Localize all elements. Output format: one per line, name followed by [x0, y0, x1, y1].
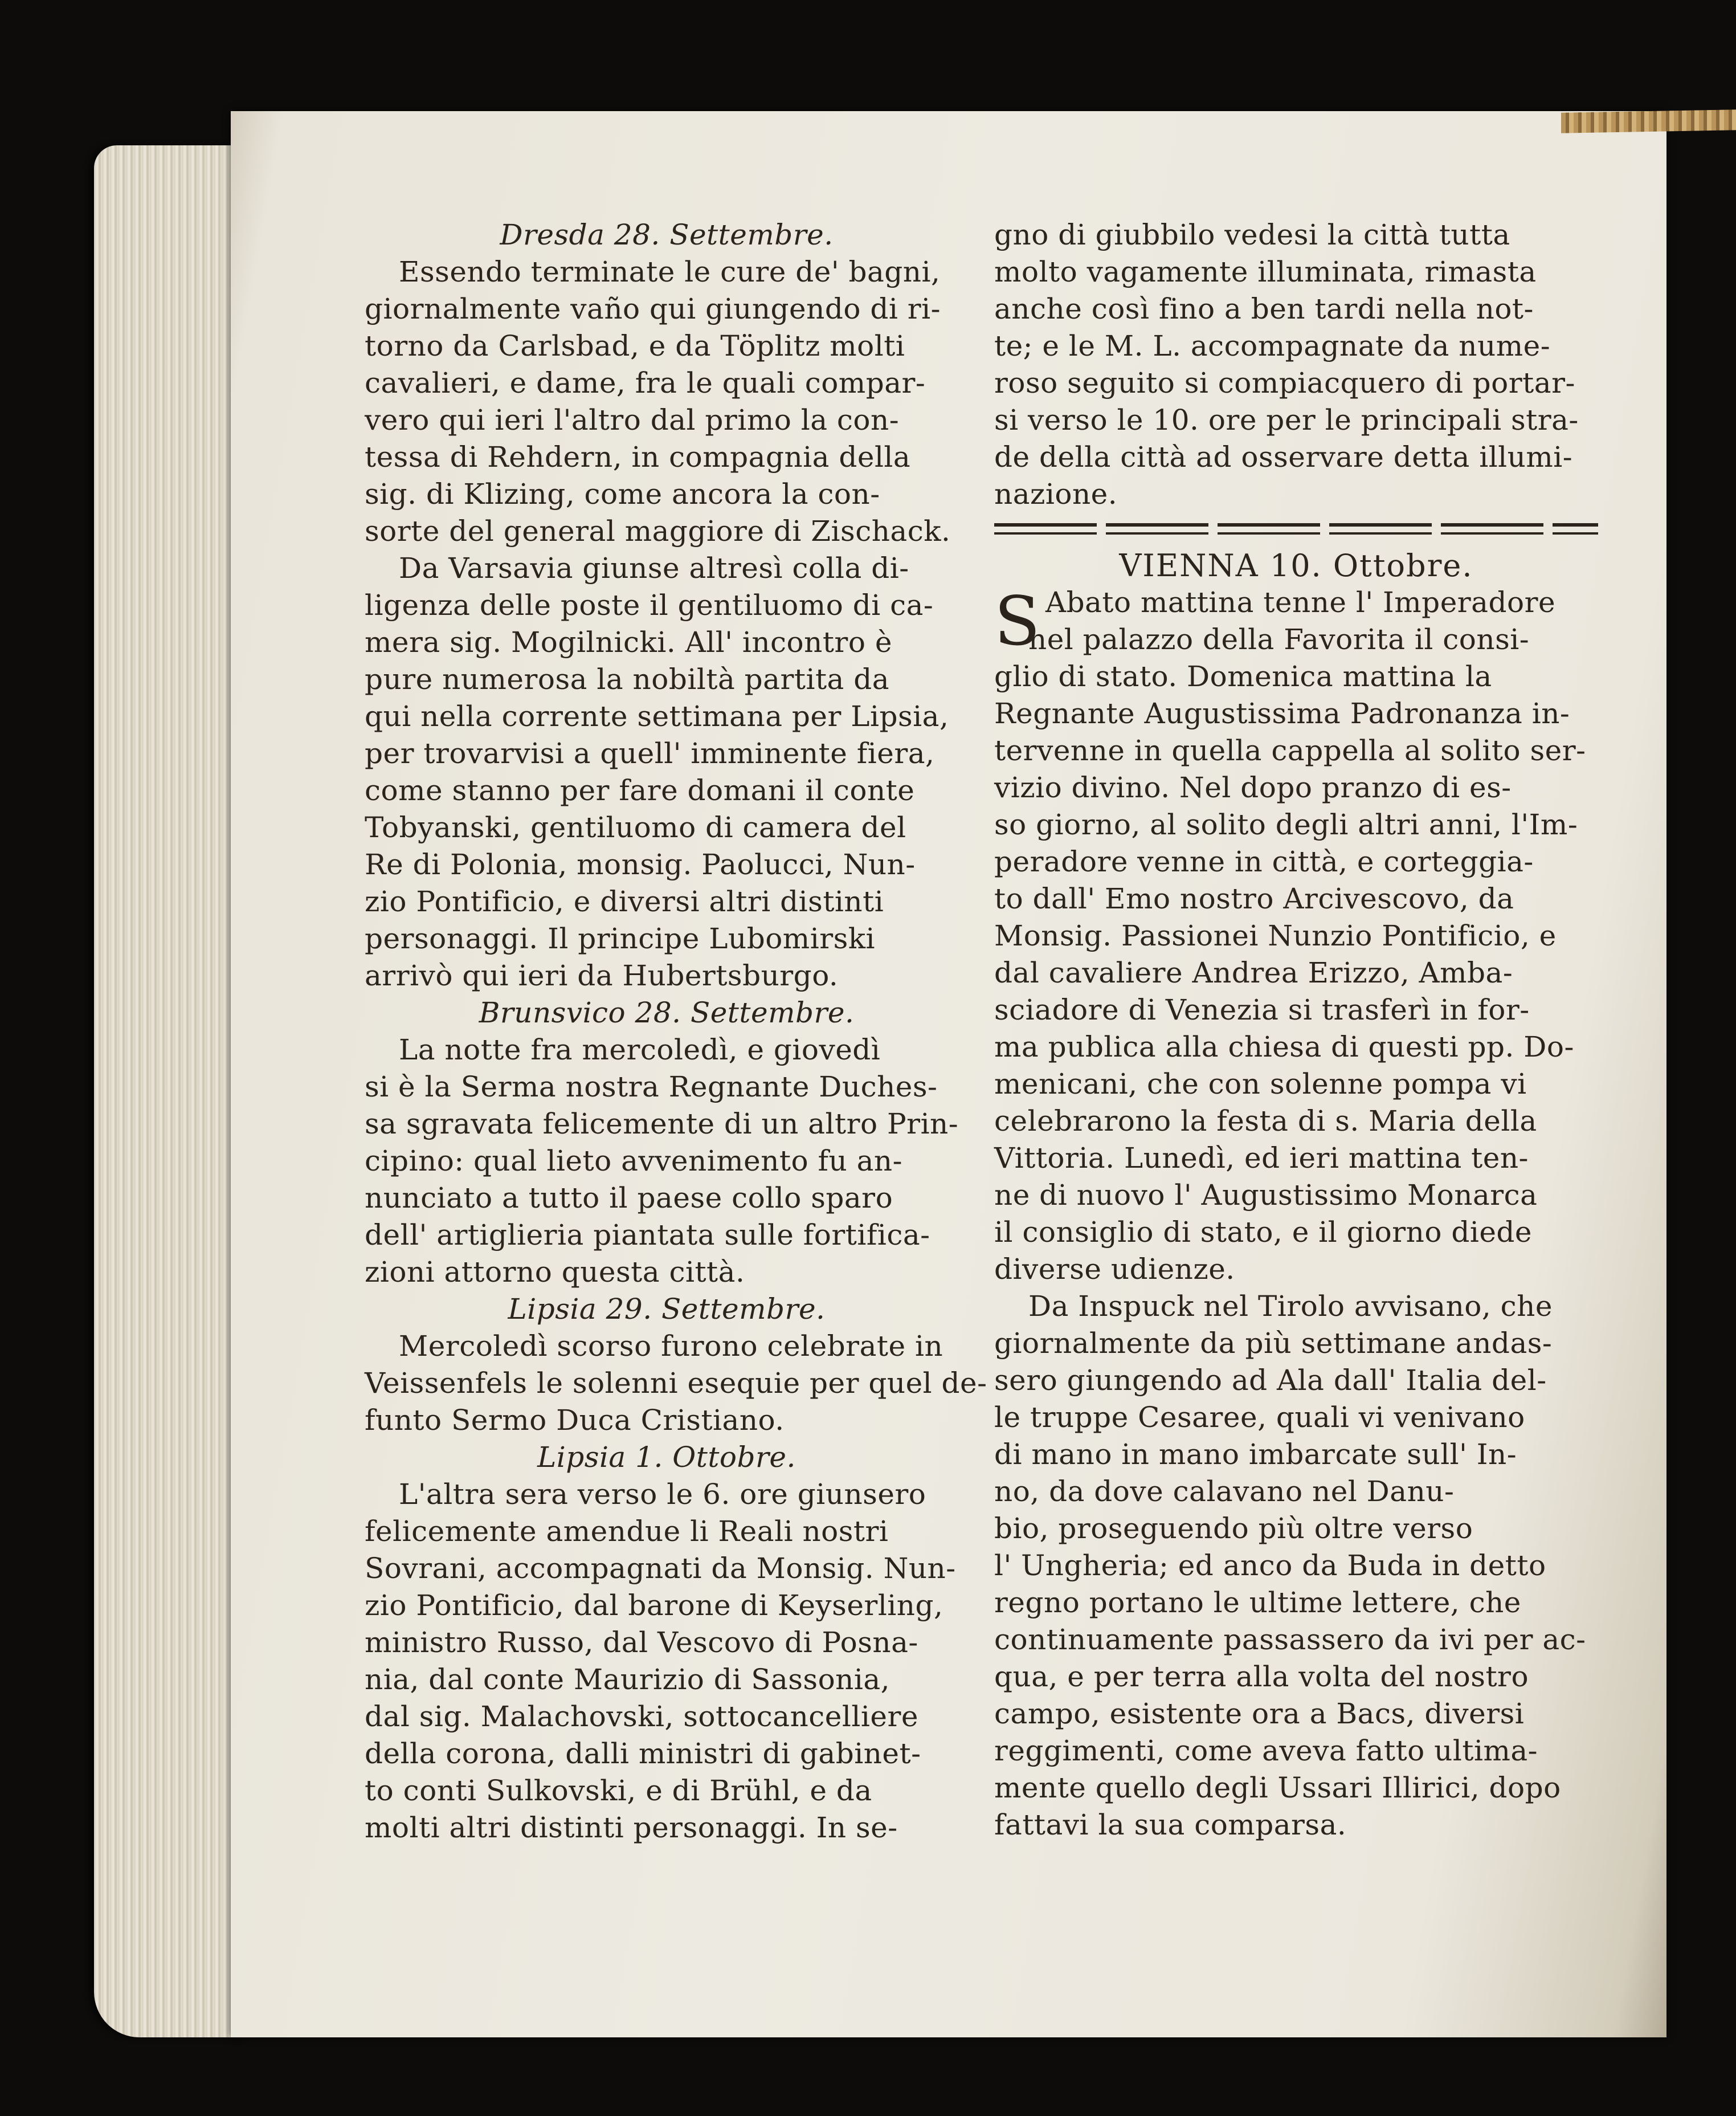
- page-edges: [94, 145, 248, 2037]
- text-line: personaggi. Il principe Lubomirski: [365, 922, 876, 955]
- text-line: Mercoledì scorso furono celebrate in: [399, 1330, 943, 1363]
- text-line: sa sgravata felicemente di un altro Prin-: [365, 1107, 959, 1140]
- text-line: te; e le M. L. accompagnate da nume-: [994, 329, 1551, 362]
- text-line: l' Ungheria; ed anco da Buda in detto: [994, 1549, 1546, 1582]
- text-line: dal cavaliere Andrea Erizzo, Amba-: [994, 956, 1513, 989]
- dateline: Lipsia 29. Settembre.: [508, 1293, 826, 1326]
- text-line: qui nella corrente settimana per Lipsia,: [365, 700, 949, 733]
- text-line: dal sig. Malachovski, sottocancelliere: [365, 1700, 918, 1733]
- bookmark-ribbon: [1561, 109, 1736, 133]
- text-line: Veissenfels le solenni esequie per quel de-: [365, 1367, 987, 1400]
- text-line: molto vagamente illuminata, rimasta: [994, 255, 1537, 288]
- right-column: [994, 217, 1598, 1844]
- text-line: nel palazzo della Favorita il consi-: [1028, 623, 1530, 656]
- text-line: glio di stato. Domenica mattina la: [994, 660, 1492, 693]
- text-line: mera sig. Mogilnicki. All' incontro è: [365, 626, 892, 659]
- text-line: peradore venne in città, e corteggia-: [994, 845, 1534, 878]
- text-line: cavalieri, e dame, fra le quali compar-: [365, 366, 926, 399]
- text-line: to conti Sulkovski, e di Brühl, e da: [365, 1774, 872, 1807]
- text-line: Da Varsavia giunse altresì colla di-: [399, 552, 909, 585]
- text-line: qua, e per terra alla volta del nostro: [994, 1660, 1529, 1693]
- text-line: tervenne in quella cappella al solito ser-: [994, 734, 1586, 767]
- text-line: ne di nuovo l' Augustissimo Monarca: [994, 1179, 1538, 1212]
- text-line: sero giungendo ad Ala dall' Italia del-: [994, 1364, 1547, 1397]
- dateline: Brunsvico 28. Settembre.: [479, 996, 855, 1029]
- text-line: della corona, dalli ministri di gabinet-: [365, 1737, 921, 1770]
- text-line: ma publica alla chiesa di questi pp. Do-: [994, 1030, 1574, 1063]
- text-line: il consiglio di stato, e il giorno diede: [994, 1216, 1532, 1249]
- text-line: celebrarono la festa di s. Maria della: [994, 1104, 1537, 1137]
- text-line: diverse udienze.: [994, 1253, 1235, 1286]
- text-line: felicemente amendue li Reali nostri: [365, 1515, 889, 1548]
- text-line: Regnante Augustissima Padronanza in-: [994, 697, 1570, 730]
- section-heading: VIENNA 10. Ottobre.: [1119, 548, 1473, 584]
- text-line: vizio divino. Nel dopo pranzo di es-: [994, 771, 1512, 804]
- text-line: pure numerosa la nobiltà partita da: [365, 663, 890, 696]
- text-line: fattavi la sua comparsa.: [994, 1808, 1347, 1841]
- text-line: de della città ad osservare detta illumi-: [994, 441, 1573, 474]
- section-divider: [994, 515, 1598, 544]
- text-line: Tobyanski, gentiluomo di camera del: [365, 811, 906, 844]
- text-line: no, da dove calavano nel Danu-: [994, 1475, 1455, 1508]
- text-line: si verso le 10. ore per le principali stra-: [994, 403, 1579, 437]
- text-line: Sovrani, accompagnati da Monsig. Nun-: [365, 1552, 956, 1585]
- text-line: continuamente passassero da ivi per ac-: [994, 1623, 1586, 1656]
- text-line: zio Pontificio, dal barone di Keyserling,: [365, 1589, 943, 1622]
- text-line: roso seguito si compiacquero di portar-: [994, 366, 1575, 399]
- dateline: Dresda 28. Settembre.: [500, 218, 834, 251]
- text-line: campo, esistente ora a Bacs, diversi: [994, 1697, 1525, 1730]
- text-line: si è la Serma nostra Regnante Duches-: [365, 1070, 938, 1103]
- text-line: arrivò qui ieri da Hubertsburgo.: [365, 959, 839, 992]
- dateline: Lipsia 1. Ottobre.: [537, 1441, 796, 1474]
- text-line: ligenza delle poste il gentiluomo di ca-: [365, 589, 934, 622]
- text-line: tessa di Rehdern, in compagnia della: [365, 441, 911, 474]
- text-line: sig. di Klizing, come ancora la con-: [365, 478, 880, 511]
- text-line: regno portano le ultime lettere, che: [994, 1586, 1521, 1619]
- text-line: cipino: qual lieto avvenimento fu an-: [365, 1144, 902, 1177]
- text-line: torno da Carlsbad, e da Töplitz molti: [365, 329, 905, 362]
- text-line: Monsig. Passionei Nunzio Pontificio, e: [994, 919, 1557, 952]
- text-line: funto Sermo Duca Cristiano.: [365, 1404, 785, 1437]
- text-line: Re di Polonia, monsig. Paolucci, Nun-: [365, 848, 916, 881]
- text-line: come stanno per fare domani il conte: [365, 774, 915, 807]
- text-line: molti altri distinti personaggi. In se-: [365, 1811, 898, 1844]
- text-line: di mano in mano imbarcate sull' In-: [994, 1438, 1517, 1471]
- text-line: bio, proseguendo più oltre verso: [994, 1512, 1473, 1545]
- text-line: Essendo terminate le cure de' bagni,: [399, 255, 941, 288]
- text-line: menicani, che con solenne pompa vi: [994, 1067, 1527, 1100]
- text-line: vero qui ieri l'altro dal primo la con-: [365, 403, 900, 437]
- text-line: giornalmente da più settimane andas-: [994, 1327, 1553, 1360]
- text-line: to dall' Emo nostro Arcivescovo, da: [994, 882, 1514, 915]
- text-line: so giorno, al solito degli altri anni, l'Im-: [994, 808, 1578, 841]
- text-line: zioni attorno questa città.: [365, 1255, 745, 1289]
- text-line: sciadore di Venezia si trasferì in for-: [994, 993, 1530, 1026]
- text-line: zio Pontificio, e diversi altri distinti: [365, 885, 884, 918]
- text-line: nia, dal conte Maurizio di Sassonia,: [365, 1663, 891, 1696]
- text-line: Da Inspuck nel Tirolo avvisano, che: [1028, 1290, 1553, 1323]
- text-line: le truppe Cesaree, quali vi venivano: [994, 1401, 1525, 1434]
- text-line: nunciato a tutto il paese collo sparo: [365, 1181, 893, 1214]
- left-column: [365, 217, 987, 1846]
- text-line: ministro Russo, dal Vescovo di Posna-: [365, 1626, 918, 1659]
- text-line: mente quello degli Ussari Illirici, dopo: [994, 1771, 1561, 1804]
- drop-cap: S: [994, 582, 1041, 661]
- text-line: nazione.: [994, 478, 1118, 511]
- text-line: giornalmente vaño qui giungendo di ri-: [365, 292, 941, 325]
- text-line-content: Abato mattina tenne l' Imperadore: [1045, 586, 1556, 619]
- text-line: sorte del general maggiore di Zischack.: [365, 515, 951, 548]
- text-line: Vittoria. Lunedì, ed ieri mattina ten-: [994, 1141, 1529, 1175]
- text-line: L'altra sera verso le 6. ore giunsero: [399, 1478, 926, 1511]
- text-line: anche così fino a ben tardi nella not-: [994, 292, 1534, 325]
- text-line: dell' artiglieria piantata sulle fortifica-: [365, 1218, 930, 1251]
- text-line: La notte fra mercoledì, e giovedì: [399, 1033, 881, 1066]
- text-line: reggimenti, come aveva fatto ultima-: [994, 1734, 1538, 1767]
- text-line: per trovarvisi a quell' imminente fiera,: [365, 737, 935, 770]
- text-line: gno di giubbilo vedesi la città tutta: [994, 218, 1510, 251]
